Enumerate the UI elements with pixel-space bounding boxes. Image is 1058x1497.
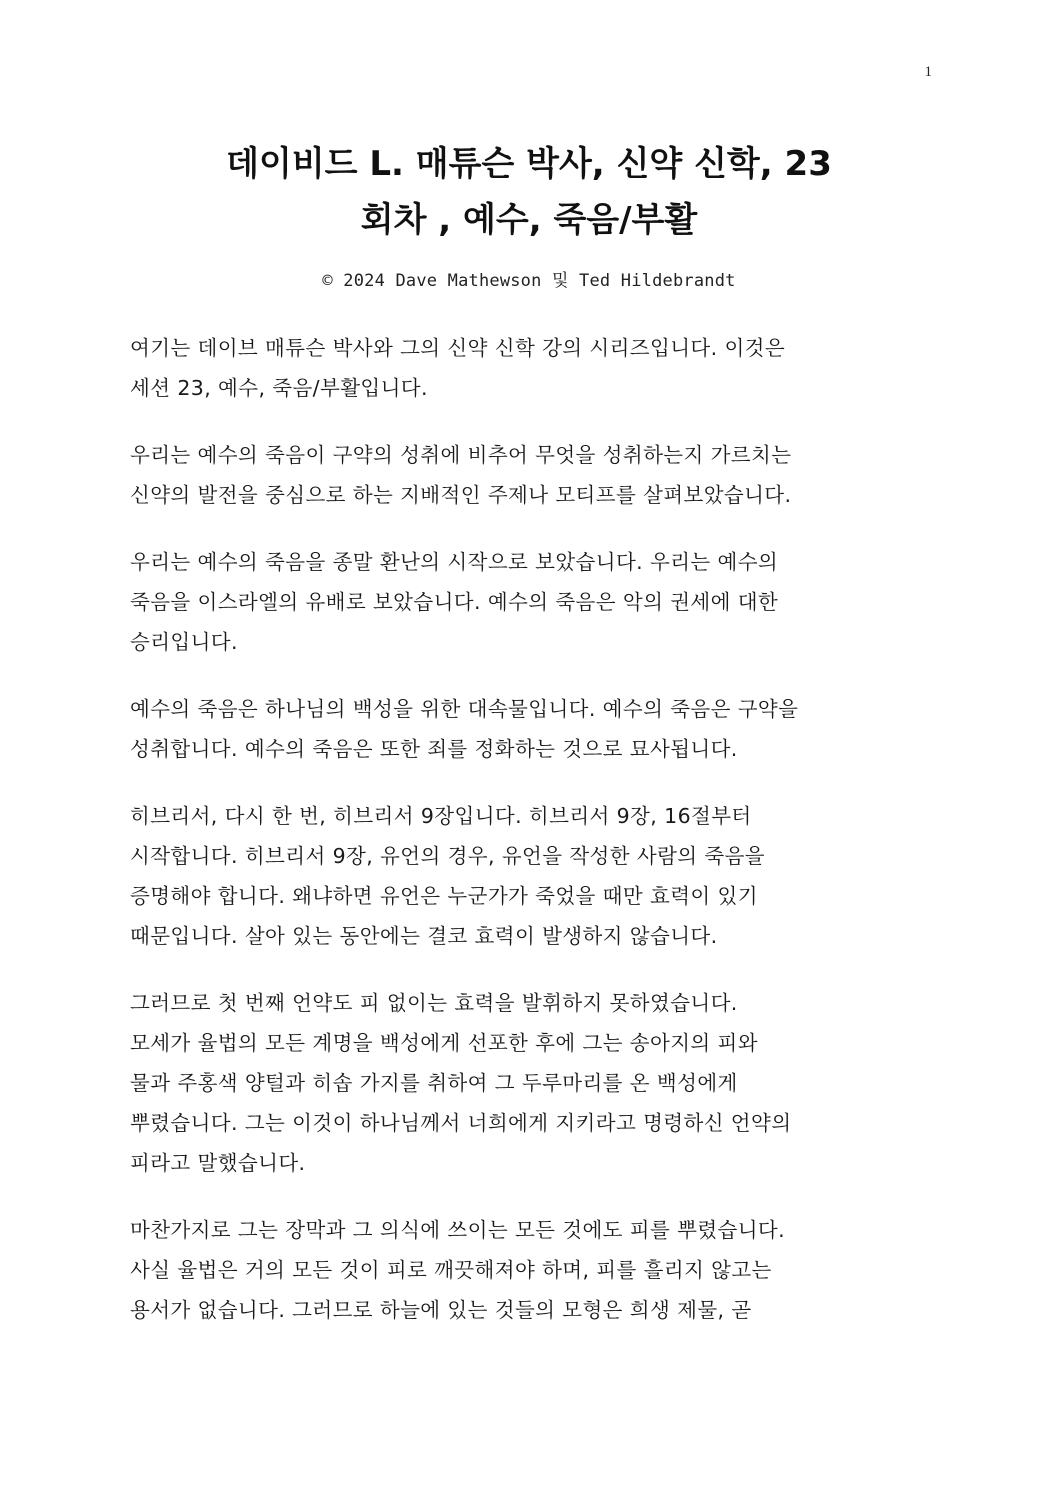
paragraph-line: 그러므로 첫 번째 언약도 피 없이는 효력을 발휘하지 못하였습니다. (130, 991, 738, 1015)
paragraph-line: 승리입니다. (130, 630, 238, 654)
paragraph-line: 죽음을 이스라엘의 유배로 보았습니다. 예수의 죽음은 악의 권세에 대한 (130, 590, 779, 614)
paragraph-line: 예수의 죽음은 하나님의 백성을 위한 대속물입니다. 예수의 죽음은 구약을 (130, 697, 799, 721)
paragraph-line: 세션 23, 예수, 죽음/부활입니다. (130, 376, 428, 400)
paragraph-line: 피라고 말했습니다. (130, 1151, 306, 1175)
paragraph-5 (130, 796, 930, 956)
paragraph-line: 신약의 발전을 중심으로 하는 지배적인 주제나 모티프를 살펴보았습니다. (130, 483, 792, 507)
title-line-1: 데이비드 L. 매튜슨 박사, 신약 신학, 23 (226, 144, 832, 184)
paragraph-line: 우리는 예수의 죽음을 종말 환난의 시작으로 보았습니다. 우리는 예수의 (130, 550, 779, 574)
page-number: 1 (924, 64, 932, 80)
paragraph-line: 증명해야 합니다. 왜냐하면 유언은 누군가가 죽었을 때만 효력이 있기 (130, 884, 758, 908)
paragraph-7 (130, 1210, 930, 1330)
paragraph-line: 모세가 율법의 모든 계명을 백성에게 선포한 후에 그는 송아지의 피와 (130, 1031, 758, 1055)
document-title (96, 136, 962, 248)
copyright-notice: © 2024 Dave Mathewson 및 Ted Hildebrandt (322, 271, 736, 291)
paragraph-line: 히브리서, 다시 한 번, 히브리서 9장입니다. 히브리서 9장, 16절부터 (130, 804, 752, 828)
paragraph-line: 용서가 없습니다. 그러므로 하늘에 있는 것들의 모형은 희생 제물, 곧 (130, 1298, 752, 1322)
title-line-2: 회차 , 예수, 죽음/부활 (360, 200, 698, 240)
paragraph-2 (130, 435, 930, 515)
transcript-body (130, 328, 930, 1357)
paragraph-6 (130, 983, 930, 1183)
paragraph-line: 성취합니다. 예수의 죽음은 또한 죄를 정화하는 것으로 묘사됩니다. (130, 737, 738, 761)
paragraph-line: 여기는 데이브 매튜슨 박사와 그의 신약 신학 강의 시리즈입니다. 이것은 (130, 336, 786, 360)
paragraph-line: 시작합니다. 히브리서 9장, 유언의 경우, 유언을 작성한 사람의 죽음을 (130, 844, 766, 868)
paragraph-4 (130, 689, 930, 769)
paragraph-line: 마찬가지로 그는 장막과 그 의식에 쓰이는 모든 것에도 피를 뿌렸습니다. (130, 1218, 786, 1242)
paragraph-line: 물과 주홍색 양털과 히솝 가지를 취하여 그 두루마리를 온 백성에게 (130, 1071, 738, 1095)
paragraph-line: 때문입니다. 살아 있는 동안에는 결코 효력이 발생하지 않습니다. (130, 924, 718, 948)
paragraph-line: 우리는 예수의 죽음이 구약의 성취에 비추어 무엇을 성취하는지 가르치는 (130, 443, 792, 467)
paragraph-line: 뿌렸습니다. 그는 이것이 하나님께서 너희에게 지키라고 명령하신 언약의 (130, 1111, 792, 1135)
paragraph-3 (130, 542, 930, 662)
paragraph-1 (130, 328, 930, 408)
paragraph-line: 사실 율법은 거의 모든 것이 피로 깨끗해져야 하며, 피를 흘리지 않고는 (130, 1258, 772, 1282)
